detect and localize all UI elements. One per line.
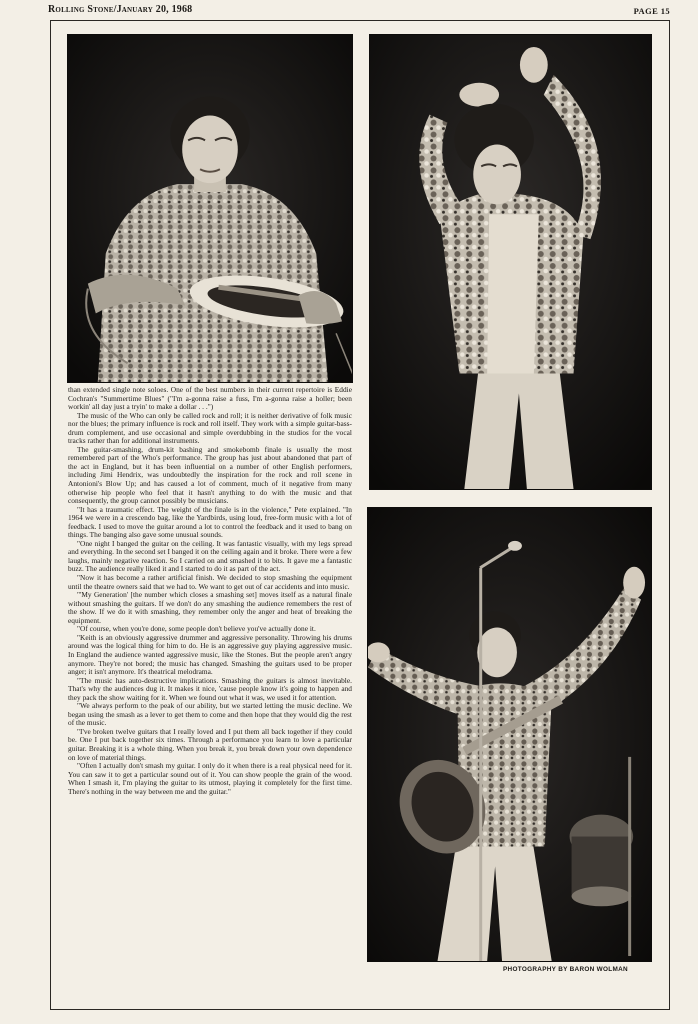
photo-guitarist-seated	[67, 34, 353, 383]
article-paragraph: "We always perform to the peak of our ability, but we started letting the music decline. We began using the smash as a lever to get them to come and then hope that they would dig the rest of the music.	[68, 701, 352, 728]
article-paragraph: "Now it has become a rather artificial finish. We decided to stop smashing the equipment until the theatre owners said that we had to. We want to get out of car accidents and into music.	[68, 573, 352, 591]
photo-singer-arms-raised	[369, 34, 652, 490]
photo-credit: PHOTOGRAPHY BY BARON WOLMAN	[503, 966, 628, 973]
article-paragraph: "It has a traumatic effect. The weight of the finale is in the violence," Pete explained. "In 1964 we were in a crescendo bag, like the Yardbirds, using loud, free-form music with a lot of feedback. I used to move the guitar around a lot to control the feedback and it used to bang on things. The banging also gave some unusual sounds.	[68, 504, 352, 540]
article-paragraph: "'My Generation' [the number which closes a smashing set] moves itself as a natural finale without smashing the guitars. If we don't do any smashing the audience remembers the rest of the show. If we do it with smashing, they remember only the anger and heat of breaking the equipment.	[68, 590, 352, 625]
article-paragraph: "Often I actually don't smash my guitar. I only do it when there is a real physical need for it. You can saw it to get a particular sound out of it. You can show people the grain of the wood. When I smash it, I'm playing the guitar to its utmost, playing it completely for the first time. There's nothing in the way between me and the guitar."	[68, 761, 352, 796]
article-paragraph: "One night I banged the guitar on the ceiling. It was fantastic visually, with my legs spread and everything. In the second set I banged it on the ceiling again and it broke. There were a few laughs, mainly negative reaction. So I carried on and smashed it to bits. It gave me a fantastic buzz. The audience really liked it and I started to do it as part of the act.	[68, 538, 352, 574]
article-paragraph: "The music has auto-destructive implications. Smashing the guitars is almost inevitable. That's why the audiences dug it. It makes it nice, 'cause people know it's going to happen and they pack the show waiting for it. When we found out what it was, we used it for attention.	[68, 675, 352, 702]
article-paragraph: "Of course, when you're done, some people don't believe you've actually done it.	[77, 624, 316, 634]
photo-guitarist-at-microphone	[367, 507, 652, 962]
page-number: PAGE 15	[633, 6, 670, 16]
article-text	[68, 386, 352, 974]
article-paragraph: than extended single note soloes. One of the best numbers in their current repertoire is Eddie Cochran's "Summertime Blues" ("I'm a-gonna raise a fuss, I'm a-gonna raise a holler; been workin' all day just a tryin' to make a dollar . . .")	[68, 386, 352, 412]
masthead: Rolling Stone/January 20, 1968	[48, 4, 193, 15]
article-paragraph: "Keith is an obviously aggressive drummer and aggressive personality. Throwing his drums around was the logical thing for him to do. He is an aggressive guy playing aggressive music. In England the audience wanted aggressive music, like the Stones. But the people aren't angry anymore. They're not bored; the music has changed. Smashing the guitars used to be proper anger; it isn't anymore. It's theatrical melodrama.	[68, 632, 352, 677]
article-paragraph: The guitar-smashing, drum-kit bashing and smokebomb finale is usually the most remembered part of the Who's performance. The group has just about abandoned that part of the act in England, but it has been influential on a number of other English performers, including Jimi Hendrix, was undoubtedly the inspiration for the rock and roll scene in Antonioni's Blow Up; and has caused a lot of comment, much of it negative from many otherwise hip people who feel that it hasn't anything to do with the music and that consequently, the group cannot possibly be musicians.	[68, 444, 352, 506]
article-paragraph: "I've broken twelve guitars that I really loved and I put them all back together if they could be. One I put back together six times. Through a performance you learn to love a particular guitar. Breaking it is a whole thing. When you break it, you break down your own dependence on love of material things.	[68, 726, 352, 762]
photo-singer-arms-raised-image	[370, 35, 651, 489]
photo-guitarist-at-microphone-image	[368, 508, 651, 961]
photo-guitarist-seated-image	[68, 35, 352, 382]
article-paragraph: The music of the Who can only be called rock and roll; it is neither derivative of folk music nor the blues; the primary influence is rock and roll itself. They work with a simple guitar-bass-drum complement, and use occasional and simple overdubbing in the studios for the vocal tracks rather than for additional instruments.	[68, 410, 352, 446]
